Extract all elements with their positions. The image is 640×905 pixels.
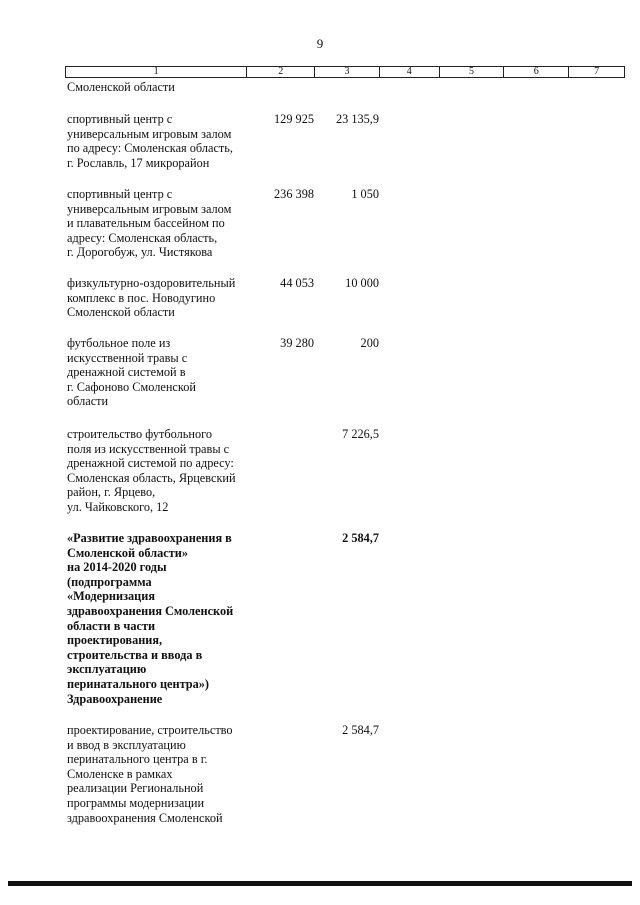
table-header-row	[65, 66, 625, 78]
row-description: спортивный центр с универсальным игровым залом по адресу: Смоленская область, г. Рославль, 17 микрорайон	[67, 112, 233, 170]
bottom-rule	[8, 881, 632, 886]
row-description: проектирование, строительство и ввод в эксплуатацию перинатального центра в г. Смоленске в рамках реализации Региональной программы модернизации здравоохранения Смоленской	[67, 723, 233, 825]
column-header-4: 4	[380, 67, 440, 77]
column-header-5: 5	[440, 67, 505, 77]
row-value-col2: 236 398	[274, 187, 314, 201]
column-header-6: 6	[504, 67, 569, 77]
column-header-2: 2	[247, 67, 315, 77]
row-description: строительство футбольного поля из искусственной травы с дренажной системой по адресу: Смоленская область, Ярцевский район, г. Ярцево, ул. Чайковского, 12	[67, 427, 236, 514]
row-value-col3: 23 135,9	[335, 112, 379, 126]
row-value-col3: 2 584,7	[342, 531, 379, 545]
continuation-text: Смоленской области	[67, 80, 175, 94]
page-number: 9	[316, 36, 324, 51]
row-value-col2: 44 053	[280, 276, 314, 290]
row-value-col3: 7 226,5	[342, 427, 379, 441]
column-header-3: 3	[315, 67, 380, 77]
row-value-col2: 129 925	[274, 112, 314, 126]
row-value-col3: 1 050	[351, 187, 379, 201]
row-value-col3: 2 584,7	[342, 723, 379, 737]
row-value-col3: 200	[360, 336, 379, 350]
row-value-col2: 39 280	[280, 336, 314, 350]
row-description: физкультурно-оздоровительный комплекс в пос. Новодугино Смоленской области	[67, 276, 236, 320]
row-description: футбольное поле из искусственной травы с дренажной системой в г. Сафоново Смоленской области	[67, 336, 196, 409]
column-header-7: 7	[594, 66, 600, 77]
row-value-col3: 10 000	[345, 276, 379, 290]
row-description: спортивный центр с универсальным игровым залом и плавательным бассейном по адресу: Смоленская область, г. Дорогобуж, ул. Чистякова	[67, 187, 232, 260]
program-heading: «Развитие здравоохранения в Смоленской области» на 2014-2020 годы (подпрограмма «Модернизация здравоохранения Смоленской области в части проектирования, строительства и ввода в эксплуатацию перинатального центра») Здравоохранение	[67, 531, 234, 706]
column-header-1: 1	[66, 67, 247, 77]
